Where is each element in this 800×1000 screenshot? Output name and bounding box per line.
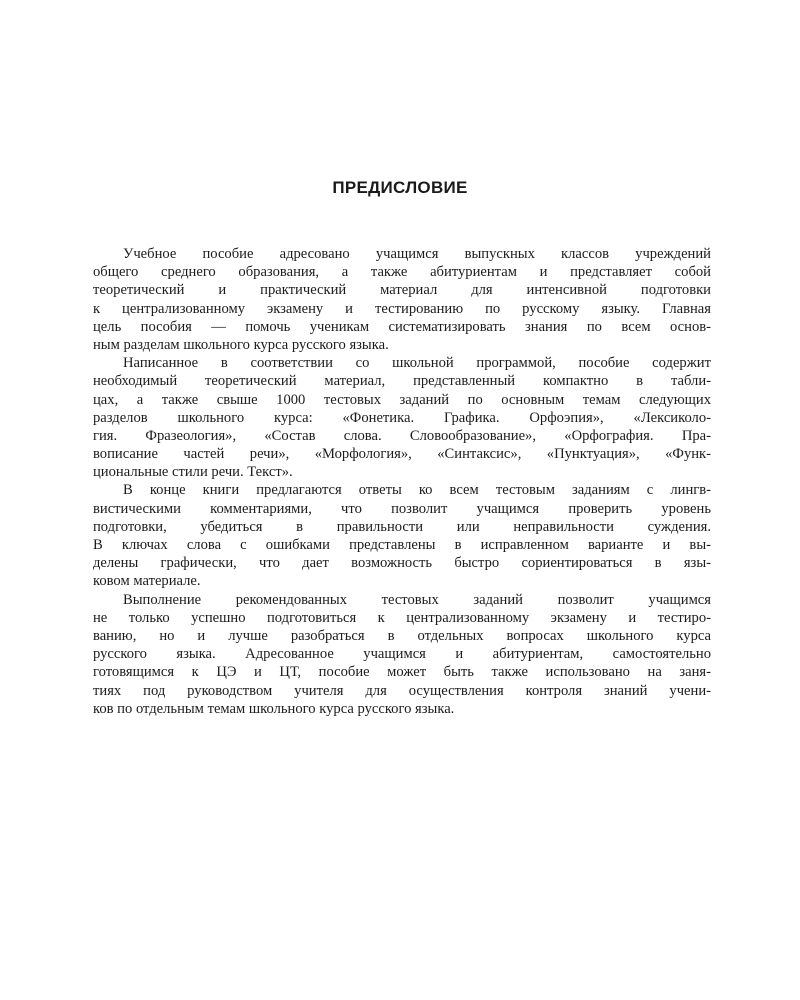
text-line: делены графически, что дает возможность быстро сориентироваться в язы- <box>93 555 711 572</box>
text-line: ковом материале. <box>93 573 201 590</box>
text-line: русского языка. Адресованное учащимся и абитуриентам, самостоятельно <box>93 646 711 663</box>
text-line: ным разделам школьного курса русского языка. <box>93 336 389 353</box>
text-line: подготовки, убедиться в правильности или неправильности суждения. <box>93 518 711 535</box>
text-line: разделов школьного курса: «Фонетика. Графика. Орфоэпия», «Лексиколо- <box>93 409 711 426</box>
text-line: ков по отдельным темам школьного курса русского языка. <box>93 700 455 717</box>
text-line: гия. Фразеология», «Состав слова. Словообразование», «Орфография. Пра- <box>93 427 711 444</box>
text-line: не только успешно подготовиться к централизованному экзамену и тестиро- <box>93 609 711 626</box>
text-line: теоретический и практический материал для интенсивной подготовки <box>93 282 711 299</box>
text-line: ванию, но и лучше разобраться в отдельных вопросах школьного курса <box>93 627 711 644</box>
preface-body <box>93 245 711 718</box>
text-line: цах, а также свыше 1000 тестовых заданий по основным темам следующих <box>93 391 711 408</box>
text-line: общего среднего образования, а также абитуриентам и представляет собой <box>93 264 711 281</box>
text-line: цель пособия — помочь ученикам систематизировать знания по всем основ- <box>93 318 711 335</box>
text-line: Выполнение рекомендованных тестовых заданий позволит учащимся <box>123 591 711 608</box>
text-line: Учебное пособие адресовано учащимся выпускных классов учреждений <box>123 246 711 262</box>
text-line: циональные стили речи. Текст». <box>93 464 293 481</box>
text-line: к централизованному экзамену и тестированию по русскому языку. Главная <box>93 300 711 317</box>
page-title: ПРЕДИСЛОВИЕ <box>332 178 468 197</box>
text-line: В конце книги предлагаются ответы ко всем тестовым заданиям с лингв- <box>123 482 711 499</box>
text-line: В ключах слова с ошибками представлены в исправленном варианте и вы- <box>93 537 711 553</box>
text-line: вистическими комментариями, что позволит учащимся проверить уровень <box>93 500 711 517</box>
text-line: готовящимся к ЦЭ и ЦТ, пособие может быть также использовано на заня- <box>93 664 711 681</box>
text-line: необходимый теоретический материал, представленный компактно в табли- <box>93 373 711 390</box>
text-line: вописание частей речи», «Морфология», «Синтаксис», «Пунктуация», «Функ- <box>93 446 711 463</box>
text-line: тиях под руководством учителя для осуществления контроля знаний учени- <box>93 682 711 699</box>
text-line: Написанное в соответствии со школьной программой, пособие содержит <box>123 355 711 372</box>
